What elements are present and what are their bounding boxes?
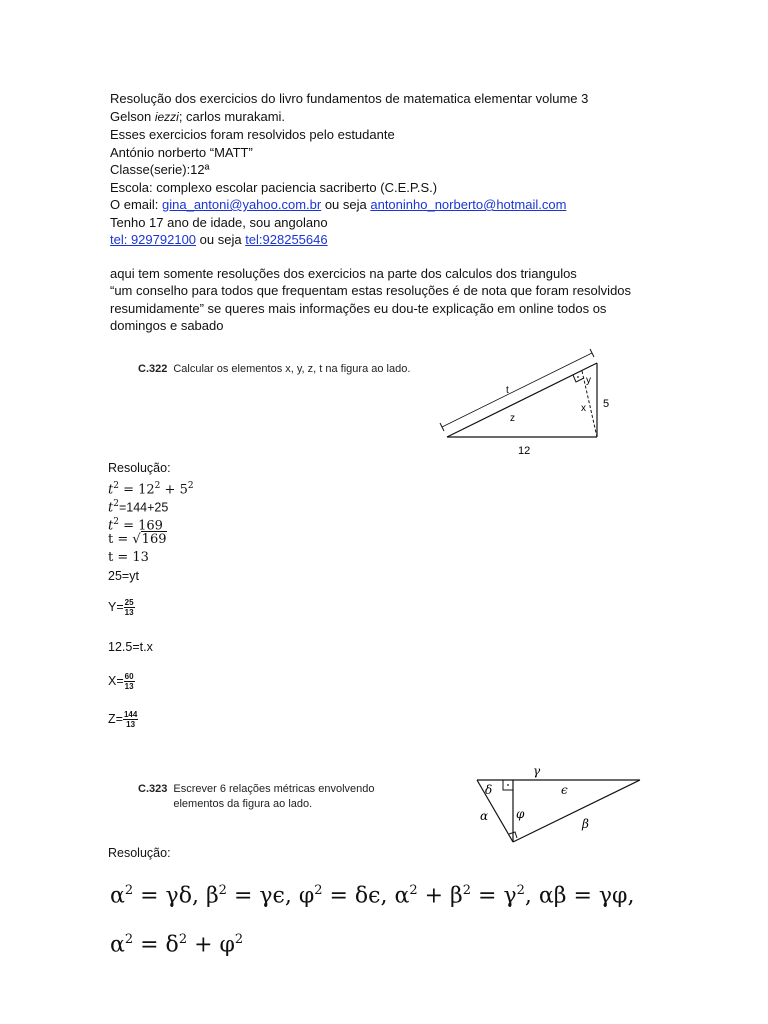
resolution-label-322: Resolução: (108, 461, 171, 475)
text-fragment: iezzi (154, 109, 179, 124)
fraction: $\frac{144}{13}$ (123, 710, 138, 730)
right-edge (513, 780, 640, 842)
email-line (110, 196, 670, 214)
triangle-figure-322 (430, 345, 620, 460)
label-y: y (586, 375, 591, 386)
intro-line: Classe(serie):12ª (110, 162, 210, 177)
exercise-323-statement (138, 782, 423, 812)
intro-block (110, 90, 670, 335)
right-angle-dot (577, 376, 579, 378)
exercise-code: C.322 (138, 363, 168, 375)
right-angle-dot (507, 784, 509, 786)
tel-link-1[interactable]: tel: 929792100 (110, 232, 197, 247)
equation: $t^2=144+25$ (108, 499, 169, 516)
fraction: $\frac{60}{13}$ (124, 672, 134, 692)
note-line: resumidamente” se queres mais informações eu dou-te explicação em online todos os (110, 300, 607, 316)
metric-relations-line-2: $\alpha^2 = \delta^2 + \varphi^2$ (110, 932, 244, 958)
label-x: x (581, 403, 586, 414)
tel-link-2[interactable]: tel:928255646 (245, 232, 328, 247)
label-12: 12 (518, 445, 531, 457)
email-link-1[interactable]: gina_antoni@yahoo.com.br (162, 197, 322, 212)
hypotenuse-edge (447, 363, 597, 437)
label-t: t (506, 385, 509, 396)
text-fragment: ; carlos murakami. (178, 108, 286, 124)
intro-line (110, 108, 670, 127)
intro-line: Tenho 17 ano de idade, sou angolano (110, 214, 328, 230)
equation: $t^2 = 12^2 + 5^2$ (108, 481, 194, 498)
fraction: $\frac{25}{13}$ (124, 598, 134, 618)
metric-relations-line-1: $\alpha^2 = \gamma\delta$, $\beta^2 = \gamma\epsilon$, $\varphi^2 = \delta\epsilon$, $\alpha^2 + \beta^2 = \gamma^2$, αβ = γφ, (110, 883, 635, 909)
text-fragment: Gelson (110, 108, 155, 124)
intro-line: Escola: complexo escolar paciencia sacriberto (C.E.P.S.) (110, 179, 438, 195)
text-fragment: ou seja (321, 197, 371, 212)
note-line: aqui tem somente resoluções dos exercicios na parte dos calculos dos triangulos (110, 265, 577, 281)
y-fraction-line: Y= $\frac{25}{13}$ (108, 598, 134, 618)
email-link-2[interactable]: antoninho_norberto@hotmail.com (370, 197, 567, 212)
exercise-text: Calcular os elementos x, y, z, t na figura ao lado. (173, 363, 411, 375)
label-epsilon: ϵ (561, 783, 568, 797)
equation: t = √169 (108, 532, 167, 547)
triangle-figure-323 (455, 762, 645, 852)
intro-line: Resolução dos exercicios do livro fundamentos de matematica elementar volume 3 (110, 91, 589, 106)
note-line: domingos e sabado (110, 318, 224, 333)
z-fraction-line: Z= $\frac{144}{13}$ (108, 710, 138, 730)
equation: $t^2 = 169$ (108, 517, 163, 534)
label-5: 5 (603, 398, 610, 410)
dimension-tick (440, 423, 444, 431)
text-fragment: O email: (110, 197, 163, 212)
label-gamma: γ (533, 764, 541, 778)
equation: 12.5=t.x (108, 640, 153, 654)
t-dimension (442, 353, 592, 427)
equation: t = 13 (108, 550, 149, 565)
text-fragment: ou seja (196, 232, 246, 247)
tel-line (110, 231, 670, 249)
resolution-322-steps (108, 477, 194, 585)
note-line: “um conselho para todos que frequentam estas resoluções é de nota que foram resolvidos (110, 283, 632, 298)
label-phi: φ (516, 807, 525, 821)
exercise-text: Escrever 6 relações métricas envolvendo elementos da figura ao lado. (173, 783, 375, 810)
right-angle-mark (573, 375, 584, 382)
intro-line: António norberto “MATT” (110, 144, 253, 160)
equation: 25=yt (108, 569, 139, 583)
label-beta: β (582, 817, 589, 831)
intro-line: Esses exercicios foram resolvidos pelo estudante (110, 127, 395, 142)
x-fraction-line: X= $\frac{60}{13}$ (108, 672, 134, 692)
exercise-322-statement (138, 362, 428, 377)
label-z: z (510, 413, 515, 424)
resolution-label-323: Resolução: (108, 846, 171, 860)
label-alpha: α (480, 809, 489, 823)
dimension-tick (590, 349, 594, 357)
exercise-code: C.323 (138, 783, 168, 795)
label-delta: δ (485, 783, 493, 797)
